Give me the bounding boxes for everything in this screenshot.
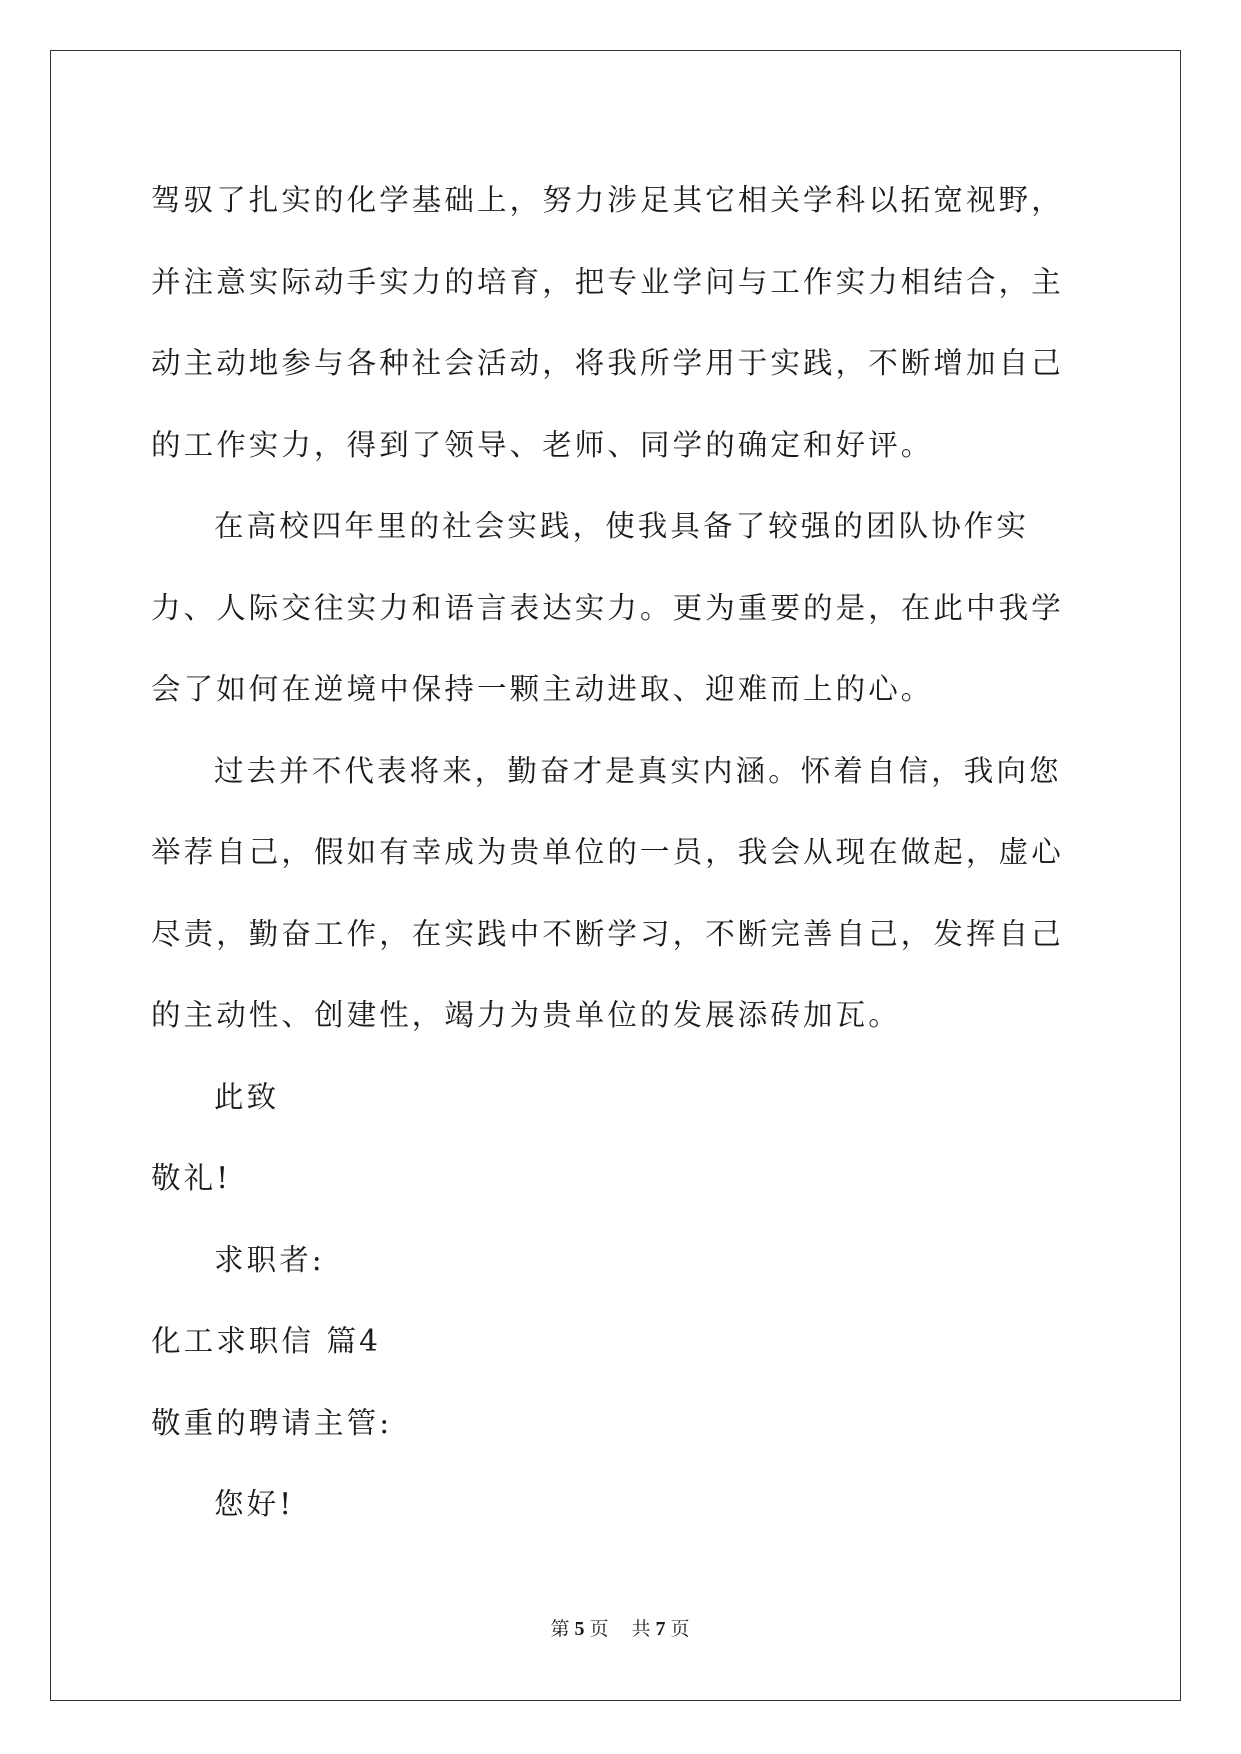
- salutation: 敬重的聘请主管:: [151, 1405, 393, 1440]
- closing-greeting: 此致: [214, 1079, 280, 1114]
- signature-label: 求职者:: [214, 1242, 325, 1277]
- page-number: 5: [574, 1618, 586, 1640]
- closing-salute: 敬礼!: [151, 1161, 232, 1195]
- section-heading: 化工求职信 篇4: [151, 1324, 381, 1358]
- greeting: 您好!: [214, 1487, 295, 1521]
- paragraph-social-practice: 在高校四年里的社会实践，使我具备了较强的团队协作实力、人际交往实力和语言表达实力。更为重要的是，在此中我学会了如何在逆境中保持一颗主动进取、迎难而上的心。: [151, 509, 1064, 706]
- paragraph-self-recommendation: 过去并不代表将来，勤奋才是真实内涵。怀着自信，我向您举荐自己，假如有幸成为贵单位的一员，我会从现在做起，虚心尽责，勤奋工作，在实践中不断学习，不断完善自己，发挥自己的主动性、创建性，竭力为贵单位的发展添砖加瓦。: [151, 753, 1064, 1032]
- total-label-prefix: 共: [631, 1618, 652, 1640]
- paragraph-education: 驾驭了扎实的化学基础上，努力涉足其它相关学科以拓宽视野，并注意实际动手实力的培育，把专业学问与工作实力相结合，主动主动地参与各种社会活动，将我所学用于实践，不断增加自己的工作实力，得到了领导、老师、同学的确定和好评。: [151, 183, 1064, 462]
- total-pages: 7: [655, 1618, 667, 1640]
- page-label-suffix: 页: [589, 1618, 610, 1640]
- page-footer: [0, 1614, 1241, 1641]
- page-label-prefix: 第: [550, 1618, 571, 1640]
- document-body: [151, 160, 1091, 1546]
- total-label-suffix: 页: [670, 1618, 691, 1640]
